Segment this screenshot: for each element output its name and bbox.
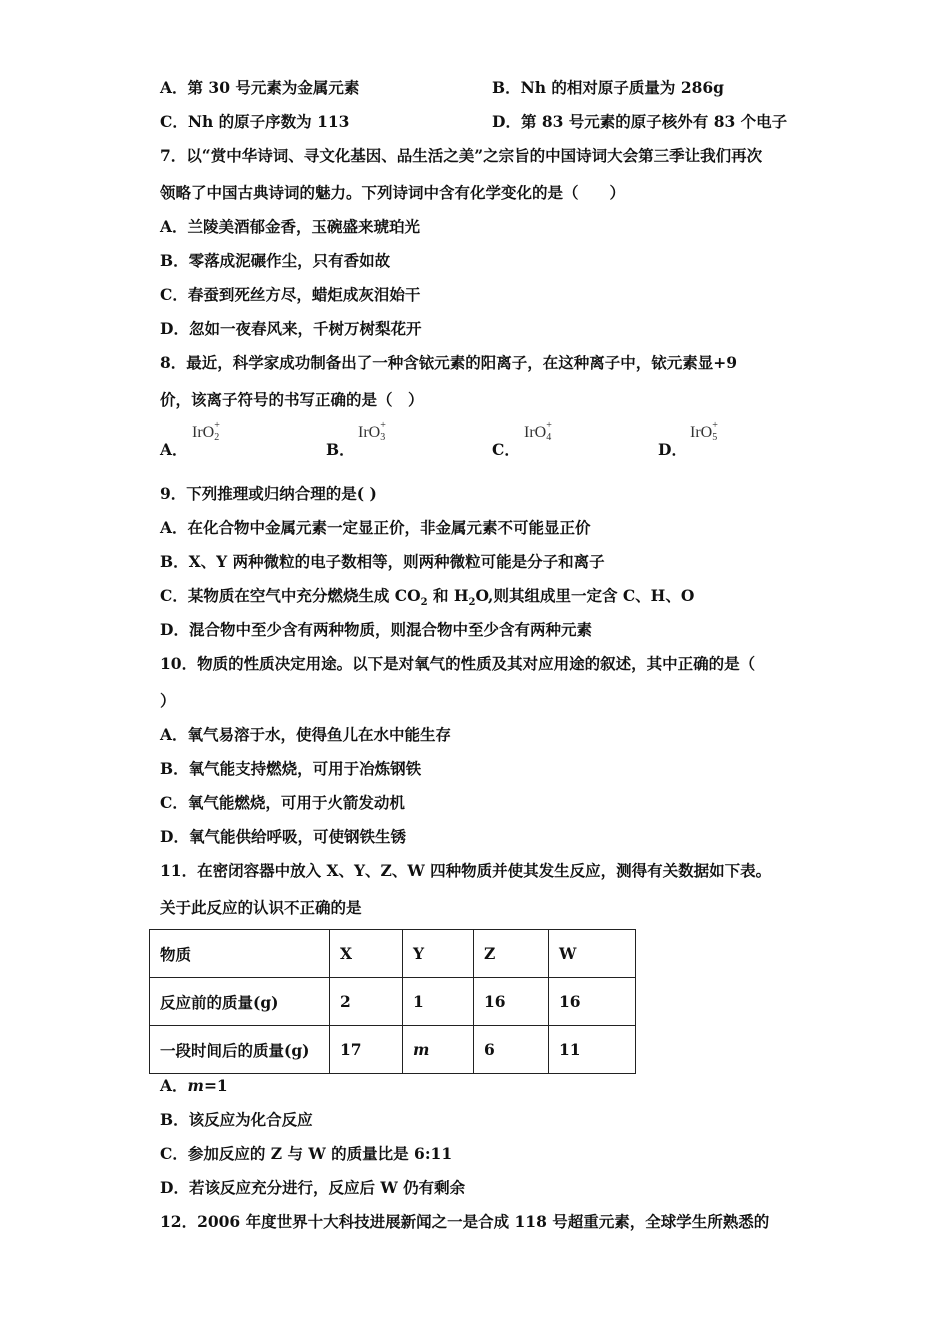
q11-option-d: D．若该反应充分进行，反应后 W 仍有剩余 xyxy=(160,1178,466,1197)
table-header-cell: W xyxy=(549,930,636,978)
q12-stem-line1: 12．2006 年度世界十大科技进展新闻之一是合成 118 号超重元素，全球学生所熟悉的 xyxy=(160,1212,770,1231)
q7-option-d: D．忽如一夜春风来，千树万树梨花开 xyxy=(160,319,422,338)
table-cell: 11 xyxy=(549,1026,636,1074)
q10-option-c: C．氧气能燃烧，可用于火箭发动机 xyxy=(160,793,405,812)
q10-option-d: D．氧气能供给呼吸，可使钢铁生锈 xyxy=(160,827,406,846)
q6-option-a: A．第 30 号元素为金属元素 xyxy=(160,78,360,97)
q6-option-b: B．Nh 的相对原子质量为 286g xyxy=(492,78,725,97)
q8-option-b-label: B． xyxy=(326,440,355,459)
table-cell: m xyxy=(403,1026,474,1074)
q10-option-a: A．氧气易溶于水，使得鱼儿在水中能生存 xyxy=(160,725,452,744)
q8-option-a-label: A． xyxy=(160,440,188,459)
table-row xyxy=(150,978,636,1026)
q7-option-a: A．兰陵美酒郁金香，玉碗盛来琥珀光 xyxy=(160,217,421,236)
table-cell: 反应前的质量(g) xyxy=(150,978,330,1026)
q8-option-b-formula: IrO + 3 xyxy=(358,420,386,443)
q7-option-c: C．春蚕到死丝方尽，蜡炬成灰泪始干 xyxy=(160,285,421,304)
q8-option-d-label: D． xyxy=(658,440,687,459)
table-cell: 17 xyxy=(330,1026,403,1074)
q9-stem: 9．下列推理或归纳合理的是( ) xyxy=(160,484,377,503)
table-header-cell: Z xyxy=(474,930,549,978)
table-header-cell: X xyxy=(330,930,403,978)
table-cell: 2 xyxy=(330,978,403,1026)
q9-option-c: C．某物质在空气中充分燃烧生成 $CO_2$ 和 $H_2O$,则其组成里一定含 C、H、O xyxy=(160,586,695,609)
q11-option-b: B．该反应为化合反应 xyxy=(160,1110,313,1129)
q8-stem-line2: 价，该离子符号的书写正确的是（ ） xyxy=(160,390,424,409)
q11-option-c: C．参加反应的 Z 与 W 的质量比是 6:11 xyxy=(160,1144,453,1163)
q6-option-d: D．第 83 号元素的原子核外有 83 个电子 xyxy=(492,112,788,131)
q11-stem-line1: 11．在密闭容器中放入 X、Y、Z、W 四种物质并使其发生反应，测得有关数据如下表。 xyxy=(160,861,772,880)
q10-stem-line2: ） xyxy=(160,691,176,710)
q8-option-c-label: C． xyxy=(492,440,520,459)
table-header-row xyxy=(150,930,636,978)
q8-option-c-formula: IrO + 4 xyxy=(524,420,552,443)
q11-option-a: A．m=1 xyxy=(160,1076,228,1095)
table-header-cell: 物质 xyxy=(150,930,330,978)
table-cell: 16 xyxy=(549,978,636,1026)
q7-option-b: B．零落成泥碾作尘，只有香如故 xyxy=(160,251,391,270)
q8-stem-line1: 8．最近，科学家成功制备出了一种含铱元素的阳离子，在这种离子中，铱元素显+9 xyxy=(160,353,738,372)
q7-stem-line2: 领略了中国古典诗词的魅力。下列诗词中含有化学变化的是（ ） xyxy=(160,183,626,202)
table-cell: 6 xyxy=(474,1026,549,1074)
table-header-cell: Y xyxy=(403,930,474,978)
q8-option-d-formula: IrO + 5 xyxy=(690,420,718,443)
q7-stem-line1: 7．以“赏中华诗词、寻文化基因、品生活之美”之宗旨的中国诗词大会第三季让我们再次 xyxy=(160,146,763,165)
q8-option-a-formula: IrO + 2 xyxy=(192,420,220,443)
q9-option-b: B．X、Y 两种微粒的电子数相等，则两种微粒可能是分子和离子 xyxy=(160,552,605,571)
q11-stem-line2: 关于此反应的认识不正确的是 xyxy=(160,898,362,917)
q10-stem-line1: 10．物质的性质决定用途。以下是对氧气的性质及其对应用途的叙述，其中正确的是（ xyxy=(160,654,756,673)
table-row xyxy=(150,1026,636,1074)
table-cell: 1 xyxy=(403,978,474,1026)
q10-option-b: B．氧气能支持燃烧，可用于冶炼钢铁 xyxy=(160,759,422,778)
table-cell: 16 xyxy=(474,978,549,1026)
q9-option-d: D．混合物中至少含有两种物质，则混合物中至少含有两种元素 xyxy=(160,620,592,639)
q9-option-a: A．在化合物中金属元素一定显正价，非金属元素不可能显正价 xyxy=(160,518,591,537)
q11-data-table xyxy=(149,929,636,1074)
q6-option-c: C．Nh 的原子序数为 113 xyxy=(160,112,350,131)
table-cell: 一段时间后的质量(g) xyxy=(150,1026,330,1074)
